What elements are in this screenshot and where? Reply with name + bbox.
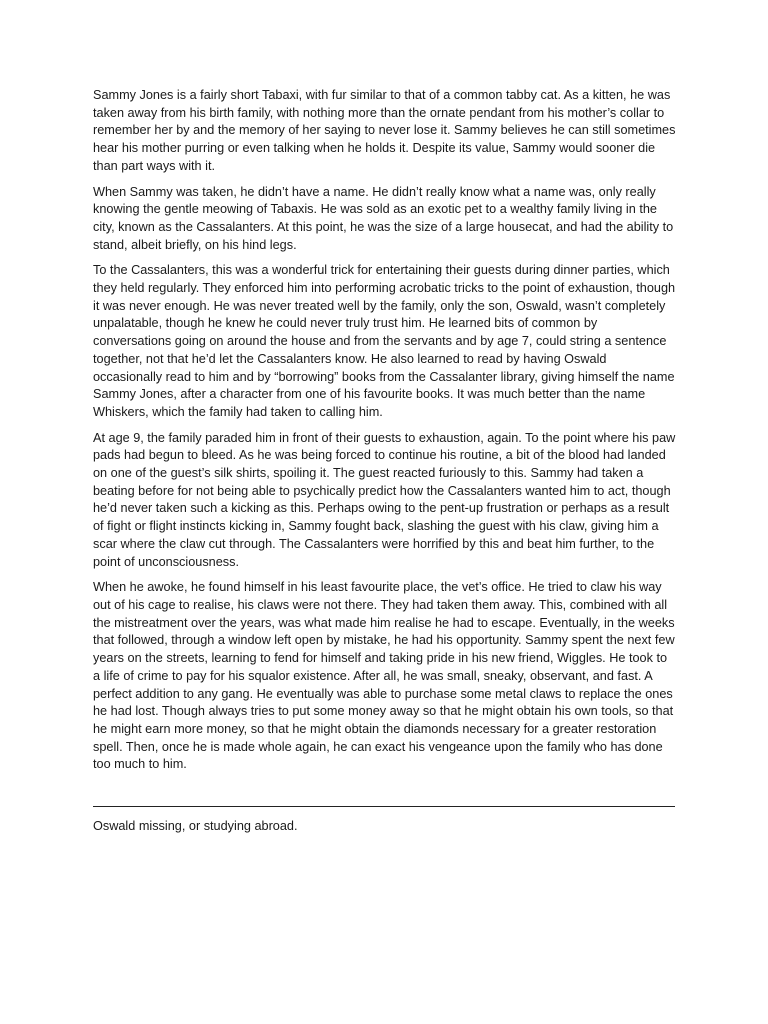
- paragraph-naming: When Sammy was taken, he didn’t have a name. He didn’t really know what a name was, only really knowing the gentle meowing of Tabaxis. He was sold as an exotic pet to a wealthy family living in the city, known as the Cassalanters. At this point, he was the size of a large housecat, and had the ability to stand, albeit briefly, on his hind legs.: [93, 184, 674, 252]
- paragraph-age-nine: At age 9, the family paraded him in front of their guests to exhaustion, again. To the point where his paw pads had begun to bleed. As he was being forced to continue his routine, a bit of the blood had landed on one of the guest’s silk shirts, spoiling it. The guest reacted furiously to this. Sammy had taken a beating before for not being able to psychically predict how the Cassalanters wanted him to act, though he’d never taken such a kicking as this. Perhaps owing to the pent-up frustration or perhaps as a result of fight or flight instincts kicking in, Sammy fought back, slashing the guest with his claw, giving him a scar where the claw cut through. The Cassalanters were horrified by this and beat him further, to the point of unconsciousness.: [93, 430, 676, 569]
- footnote-text: Oswald missing, or studying abroad.: [93, 819, 298, 833]
- paragraph-cassalanters: To the Cassalanters, this was a wonderful trick for entertaining their guests during dinner parties, which they held regularly. They enforced him into performing acrobatic tricks to the point of exhaustion, though it was never enough. He was never treated well by the family, only the son, Oswald, wasn’t completely unpalatable, though he knew he could never truly trust him. He learned bits of common by conversations going on around the house and from the servants and by age 7, could string a sentence together, not that he’d let the Cassalanters know. He also learned to read by having Oswald occasionally read to him and by “borrowing” books from the Cassalanter library, giving himself the name Sammy Jones, after a character from one of his favourite books. It was much better than the name Whiskers, which the family had taken to calling him.: [93, 263, 676, 419]
- paragraph-origin: Sammy Jones is a fairly short Tabaxi, with fur similar to that of a common tabby cat. As a kitten, he was taken away from his birth family, with nothing more than the ornate pendant from his mother’s collar to remember her by and the memory of her saying to never lose it. Sammy believes he can still sometimes hear his mother purring or even talking when he holds it. Despite its value, Sammy would sooner die than part ways with it.: [93, 88, 676, 173]
- footnote-divider: [93, 806, 675, 807]
- document-body: [93, 87, 677, 782]
- paragraph-escape: When he awoke, he found himself in his least favourite place, the vet’s office. He tried to claw his way out of his cage to realise, his claws were not there. They had taken them away. This, combined with all the mistreatment over the years, was what made him realise he had to escape. Eventually, in the weeks that followed, through a window left open by mistake, he had his opportunity. Sammy spent the next few years on the streets, learning to fend for himself and taking pride in his new friend, Wiggles. He took to a life of crime to pay for his squalor existence. After all, he was small, sneaky, observant, and fast. A perfect addition to any gang. He eventually was able to purchase some metal claws to replace the ones he had lost. Though always tries to put some money away so that he might obtain his own tools, so that he might earn more money, so that he might obtain the diamonds necessary for a greater restoration spell. Then, once he is made whole again, he can exact his vengeance upon the family who has done too much to him.: [93, 580, 675, 772]
